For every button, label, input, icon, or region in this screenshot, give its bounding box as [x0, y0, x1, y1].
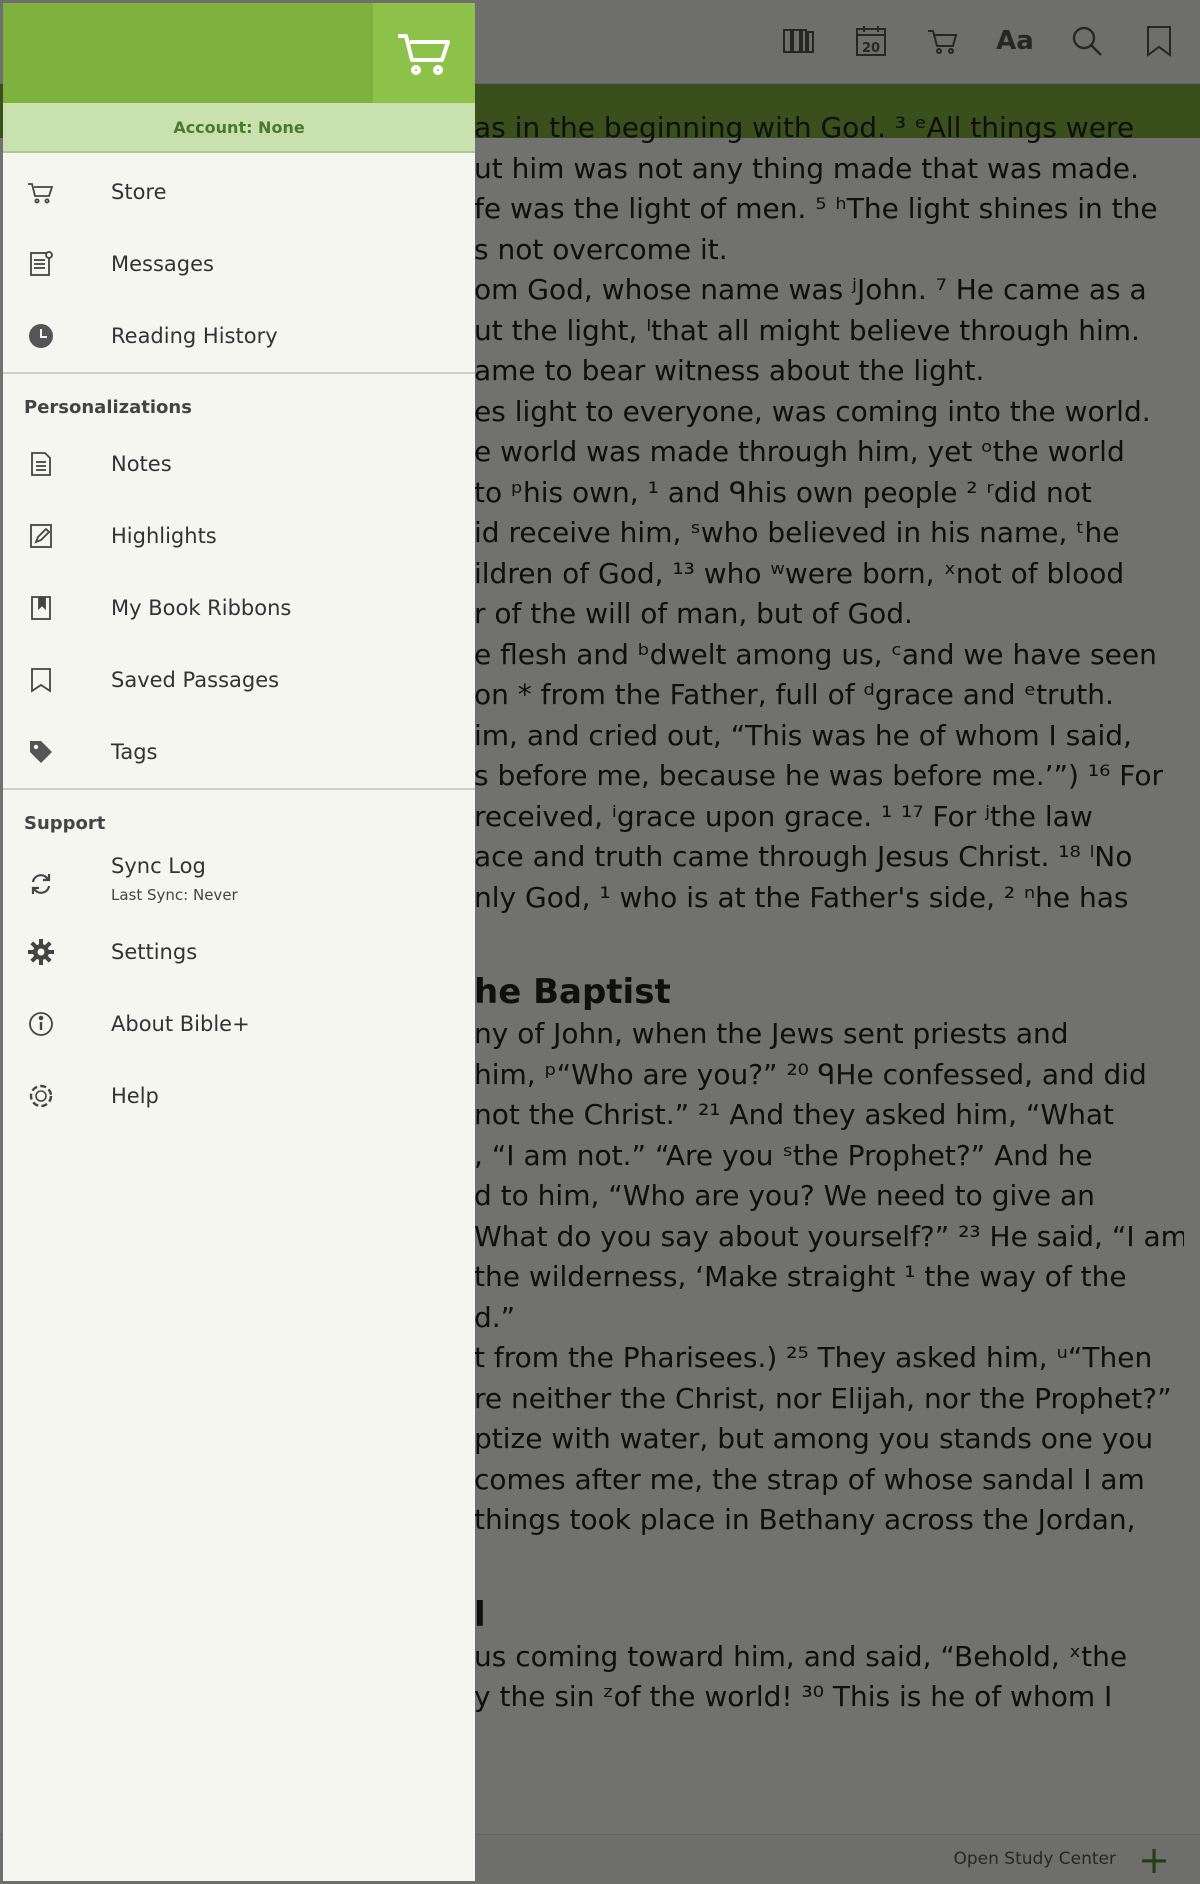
- info-icon: [27, 1010, 55, 1038]
- divider: [3, 372, 475, 374]
- menu-item-label: Store: [111, 180, 167, 204]
- menu-item-label: Settings: [111, 940, 198, 964]
- menu-item-saved-passages[interactable]: [3, 644, 475, 716]
- menu-item-messages[interactable]: [3, 228, 475, 300]
- bookmark-icon: [27, 666, 55, 694]
- menu-item-highlights[interactable]: [3, 500, 475, 572]
- menu-item-store[interactable]: [3, 156, 475, 228]
- divider: [3, 788, 475, 790]
- help-icon: [27, 1082, 55, 1110]
- account-status[interactable]: Account: None: [3, 103, 475, 153]
- last-sync-status: Last Sync: Never: [111, 886, 238, 904]
- tag-icon: [27, 738, 55, 766]
- menu-item-settings[interactable]: [3, 916, 475, 988]
- highlighter-icon: [27, 522, 55, 550]
- messages-icon: [27, 250, 55, 278]
- menu-item-sync-log[interactable]: [3, 844, 475, 924]
- menu-item-label: Notes: [111, 452, 172, 476]
- menu-item-label: About Bible+: [111, 1012, 250, 1036]
- note-icon: [27, 450, 55, 478]
- menu-item-book-ribbons[interactable]: [3, 572, 475, 644]
- menu-item-reading-history[interactable]: [3, 300, 475, 372]
- clock-icon: [27, 322, 55, 350]
- section-title-support: Support: [24, 813, 106, 834]
- menu-item-label: Tags: [111, 740, 158, 764]
- menu-item-label: My Book Ribbons: [111, 596, 292, 620]
- section-title-personalizations: Personalizations: [24, 397, 192, 418]
- cart-icon: [27, 178, 55, 206]
- cart-icon: [396, 30, 452, 76]
- menu-item-label: Sync Log: [111, 854, 206, 878]
- menu-item-about[interactable]: [3, 988, 475, 1060]
- menu-item-notes[interactable]: [3, 428, 475, 500]
- ribbon-icon: [27, 594, 55, 622]
- menu-item-label: Highlights: [111, 524, 217, 548]
- menu-item-label: Reading History: [111, 324, 278, 348]
- drawer-header: [3, 3, 475, 103]
- menu-item-label: Messages: [111, 252, 214, 276]
- menu-item-label: Saved Passages: [111, 668, 280, 692]
- navigation-drawer: [3, 3, 475, 1881]
- gear-icon: [27, 938, 55, 966]
- menu-item-help[interactable]: [3, 1060, 475, 1132]
- menu-item-label: Help: [111, 1084, 159, 1108]
- store-button[interactable]: [373, 3, 475, 103]
- sync-icon: [27, 870, 55, 898]
- menu-item-tags[interactable]: [3, 716, 475, 788]
